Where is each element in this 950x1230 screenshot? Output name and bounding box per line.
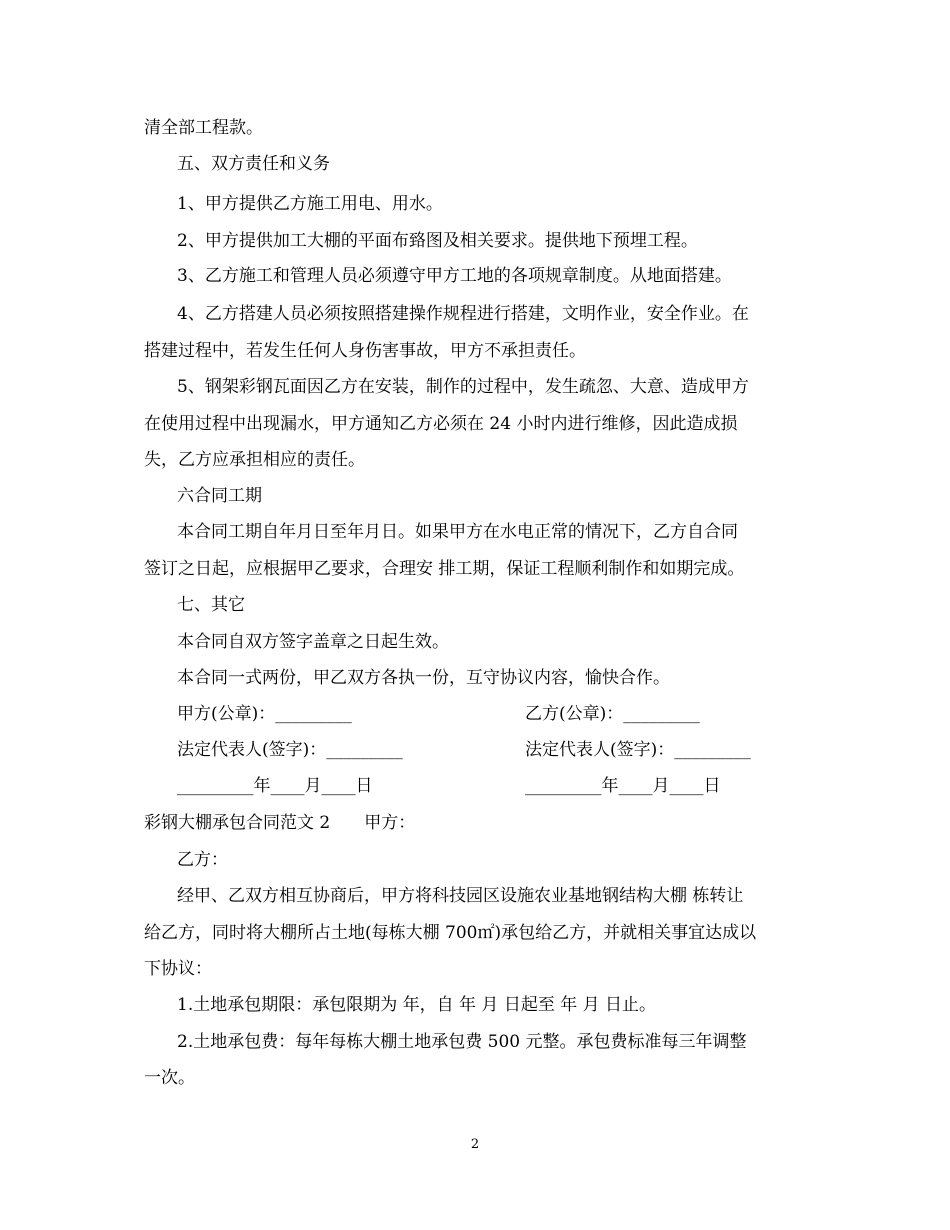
paragraph-line: 经甲、乙双方相互协商后，甲方将科技园区设施农业基地钢结构大棚 栋转让 bbox=[177, 886, 744, 906]
paragraph-line: 本合同一式两份，甲乙双方各执一份，互守协议内容，愉快合作。 bbox=[177, 668, 670, 688]
paragraph-line: 给乙方，同时将大棚所占土地(每栋大棚 700㎡)承包给乙方，并就相关事宜达成以 bbox=[144, 923, 757, 943]
paragraph-line: 一次。 bbox=[144, 1068, 195, 1088]
party-a-date-field: _________年____月____日 bbox=[177, 776, 373, 796]
section-heading: 五、双方责任和义务 bbox=[177, 154, 330, 174]
paragraph-line: 4、乙方搭建人员必须按照搭建操作规程进行搭建，文明作业，安全作业。在 bbox=[177, 304, 749, 324]
paragraph-line: 下协议： bbox=[144, 959, 212, 979]
paragraph-line: 签订之日起，应根据甲乙要求，合理安 排工期，保证工程顺利制作和如期完成。 bbox=[144, 559, 745, 579]
paragraph-line: 本合同工期自年月日至年月日。如果甲方在水电正常的情况下，乙方自合同 bbox=[177, 522, 738, 542]
paragraph-line: 在使用过程中出现漏水，甲方通知乙方必须在 24 小时内进行维修，因此造成损 bbox=[144, 414, 738, 434]
paragraph-line: 失，乙方应承担相应的责任。 bbox=[144, 450, 365, 470]
party-b-seal-field: 乙方(公章)：_________ bbox=[525, 704, 700, 724]
party-b-date-field: _________年____月____日 bbox=[525, 776, 721, 796]
paragraph-line: 1、甲方提供乙方施工用电、用水。 bbox=[177, 194, 443, 214]
party-a-representative-field: 法定代表人(签字)：_________ bbox=[177, 740, 403, 760]
party-b-line: 乙方： bbox=[177, 850, 228, 870]
paragraph-line: 3、乙方施工和管理人员必须遵守甲方工地的各项规章制度。从地面搭建。 bbox=[177, 266, 732, 286]
paragraph-line: 搭建过程中，若发生任何人身伤害事故，甲方不承担责任。 bbox=[144, 341, 586, 361]
section-heading: 七、其它 bbox=[177, 595, 245, 615]
paragraph-line: 1.土地承包期限：承包限期为 年，自 年 月 日起至 年 月 日止。 bbox=[177, 995, 657, 1015]
paragraph-line: 本合同自双方签字盖章之日起生效。 bbox=[177, 632, 449, 652]
page-number: 2 bbox=[470, 1137, 480, 1152]
paragraph-line: 清全部工程款。 bbox=[144, 118, 263, 138]
party-a-seal-field: 甲方(公章)：_________ bbox=[177, 704, 352, 724]
section-heading: 六合同工期 bbox=[177, 486, 262, 506]
party-b-representative-field: 法定代表人(签字)：_________ bbox=[525, 740, 751, 760]
paragraph-line: 5、钢架彩钢瓦面因乙方在安装，制作的过程中，发生疏忽、大意、造成甲方 bbox=[177, 377, 749, 397]
paragraph-line: 2、甲方提供加工大棚的平面布臵图及相关要求。提供地下预埋工程。 bbox=[177, 231, 698, 251]
contract-title-line: 彩钢大棚承包合同范文 2 甲方： bbox=[144, 813, 416, 833]
paragraph-line: 2.土地承包费：每年每栋大棚土地承包费 500 元整。承包费标准每三年调整 bbox=[177, 1032, 747, 1052]
